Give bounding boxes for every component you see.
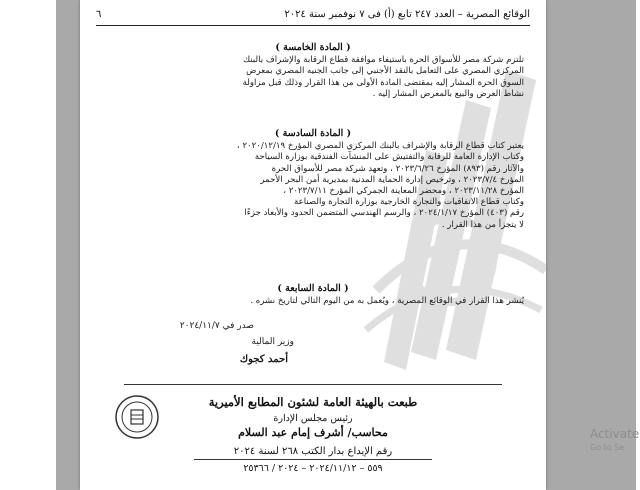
article-heading: ( المادة السابعة ) [277,283,349,294]
header-rule [96,25,530,26]
chair-title: رئيس مجلس الإدارة [273,413,353,424]
printer-name: طبعت بالهيئة العامة لشئون المطابع الأميرية [208,395,418,409]
activate-hint: Go to Se [590,443,625,452]
page-number: ٦ [96,8,102,20]
article-line: وكتاب الإدارة العامة للرقابة والتفتيش على المنشآت الفندقية بوزارة السياحة [254,152,524,163]
issue-date: صدر في ٢٠٢٤/١١/٧ [179,321,254,331]
article-line: المركزي المصري على التعامل بالنقد الأجنبي إلى جانب الجنيه المصري بمعرض [246,66,524,77]
signatory-role: وزير المالية [251,337,294,347]
document-page [80,0,546,490]
article-seven [102,283,524,307]
article-line: المؤرخ ٢٠٢٣/١١/٢٨ ، ومحضر المعاينة الجمركي المؤرخ ٢٠٢٣/٧/١١ ، [283,186,524,197]
signatory-name: أحمد كجوك [239,354,288,365]
print-serial: ٥٥٩ – ٢٠٢٤/١١/١٢ – ٢٠٢٤ / ٢٥٣٦٦ [243,463,383,474]
article-line: المؤرخ ٢٠٢٣/٧/٤ ، وترخيص إدارة الحماية المدنية بمديرية أمن البحر الأحمر [260,174,524,185]
article-line: والآثار رقم (٨٩٣) المؤرخ ٢٠٢٣/٦/٢٦ ، وتعهد شركة مصر للأسواق الحرة [271,163,524,174]
article-line: رقم (٤٠٣) المؤرخ ٢٠٢٤/١/١٧ ، والرسم الهندسي المتضمن الحدود والأبعاد جزءًا [244,208,524,219]
window-left-margin [0,0,57,490]
article-line: لا يتجزأ من هذا القرار . [441,219,524,230]
article-heading: ( المادة السادسة ) [274,128,352,139]
article-line: نشاط العرض والبيع بالمعرض المشار إليه . [372,88,524,99]
article-line: يعتبر كتاب قطاع الرقابة والإشراف بالبنك المركزي المصري المؤرخ ٢٠٢٠/١٢/١٩ ، [236,141,524,152]
activate-windows-watermark [590,428,640,454]
running-header [96,6,530,22]
printer-imprint [94,384,532,484]
article-line: يُنشر هذا القرار في الوقائع المصرية ، ويُعمل به من اليوم التالي لتاريخ نشره . [250,296,524,307]
article-heading: ( المادة الخامسة ) [275,42,351,53]
activate-title: Activate [590,427,640,441]
printing-authority-seal-icon [114,394,160,440]
article-line: السوق الحرة المشار إليه بمقتضى المادة الأولى من هذا القرار وذلك قبل مزاولة [242,77,524,88]
deposit-number: رقم الإيداع بدار الكتب ٢٦٨ لسنة ٢٠٢٤ [194,446,432,460]
imprint-rule [124,384,502,385]
article-six [102,128,524,231]
article-line: تلتزم شركة مصر للأسواق الحرة باستيفاء موافقة قطاع الرقابة والإشراف بالبنك [243,55,524,66]
issue-line: الوقائع المصرية – العدد ٢٤٧ تابع (أ) فى ٧ نوفمبر سنة ٢٠٢٤ [284,8,530,20]
article-five [102,42,524,100]
chair-name: محاسب/ أشرف إمام عبد السلام [238,426,388,439]
article-line: وكتاب قطاع الاتفاقيات والتجارة الخارجية بوزارة التجارة والصناعة [293,197,524,208]
